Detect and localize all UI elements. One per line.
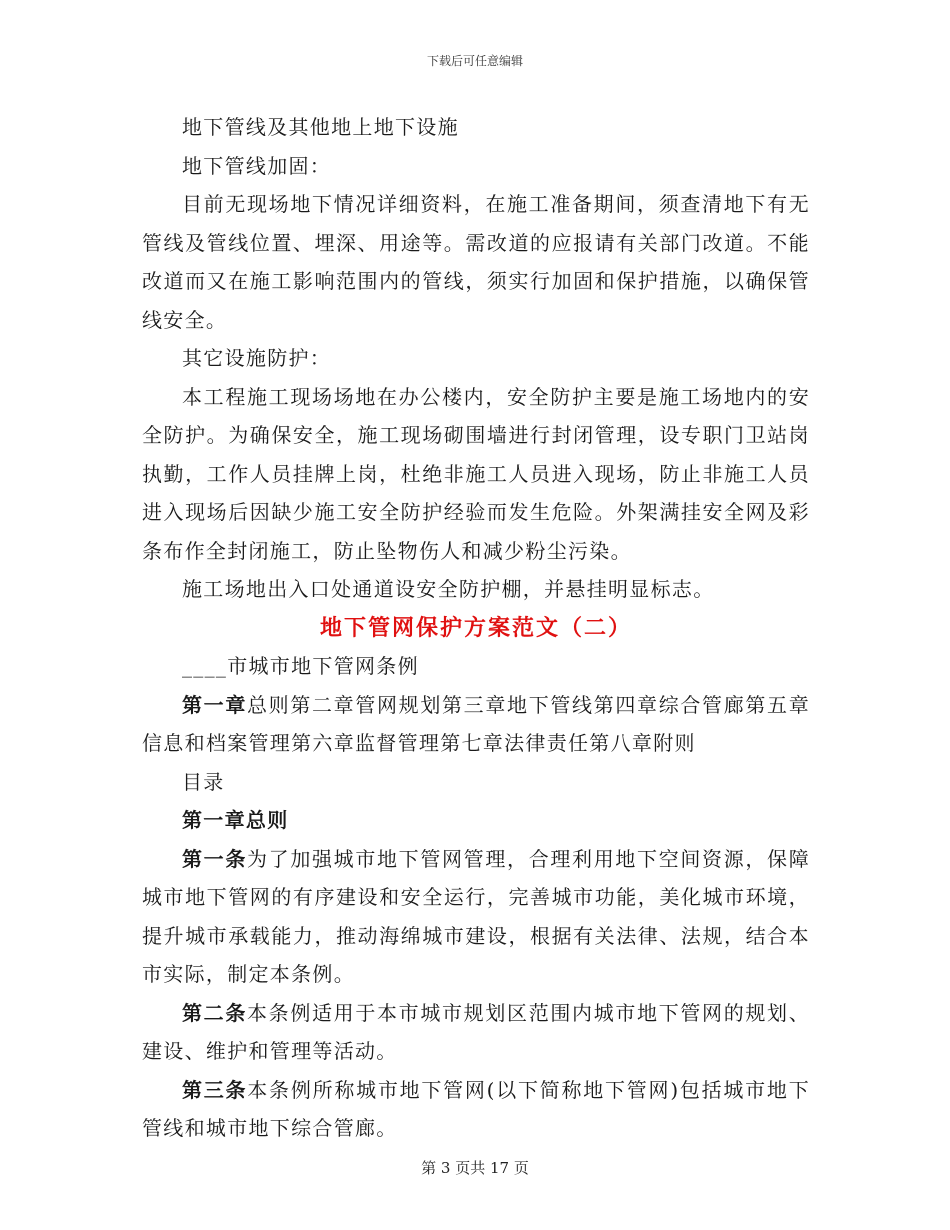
chapter-list-lead: 第一章 <box>182 692 248 717</box>
chapter-list <box>142 686 810 763</box>
page-footer: 第 3 页共 17 页 <box>421 1159 529 1177</box>
article-text: 本条例适用于本市城市规划区范围内城市地下管网的规划、建设、维护和管理等活动。 <box>142 1000 810 1063</box>
chapter1-heading: 第一章总则 <box>182 808 289 832</box>
paragraph: 其它设施防护： <box>182 346 332 370</box>
page-header: 下载后可任意编辑 <box>426 54 523 68</box>
chapter-list-text: 总则第二章管网规划第三章地下管线第四章综合管廊第五章信息和档案管理第六章监督管理第七章法律责任第八章附则 <box>142 692 810 755</box>
article-label: 第一条 <box>182 846 248 871</box>
article <box>142 840 810 994</box>
article <box>142 994 810 1071</box>
paragraph: 施工场地出入口处通道设安全防护棚，并悬挂明显标志。 <box>182 577 715 601</box>
regulation-title: ____市城市地下管网条例 <box>182 654 419 678</box>
paragraph: 目前无现场地下情况详细资料，在施工准备期间，须查清地下有无管线及管线位置、埋深、用途等。需改道的应报请有关部门改道。不能改道而又在施工影响范围内的管线，须实行加固和保护措施，以确保管线安全。 <box>142 192 810 332</box>
article-text: 为了加强城市地下管网管理，合理利用地下空间资源，保障城市地下管网的有序建设和安全运行，完善城市功能，美化城市环境，提升城市承载能力，推动海绵城市建设，根据有关法律、法规，结合本市实际，制定本条例。 <box>142 846 810 986</box>
article-text: 本条例所称城市地下管网(以下简称地下管网)包括城市地下管线和城市地下综合管廊。 <box>142 1077 810 1140</box>
toc-label: 目录 <box>182 769 225 794</box>
paragraph: 地下管线及其他地上地下设施 <box>182 115 459 139</box>
section-title: 地下管网保护方案范文（二） <box>319 614 632 641</box>
paragraph: 本工程施工现场场地在办公楼内，安全防护主要是施工场地内的安全防护。为确保安全，施工现场砌围墙进行封闭管理，设专职门卫站岗执勤，工作人员挂牌上岗，杜绝非施工人员进入现场，防止非施工人员进入现场后因缺少施工安全防护经验而发生危险。外架满挂安全网及彩条布作全封闭施工，防止坠物伤人和减少粉尘污染。 <box>142 384 810 563</box>
article-label: 第三条 <box>182 1077 248 1102</box>
paragraph: 地下管线加固： <box>182 153 332 178</box>
document-body <box>142 108 810 1148</box>
article-label: 第二条 <box>182 1000 248 1025</box>
article <box>142 1071 810 1148</box>
